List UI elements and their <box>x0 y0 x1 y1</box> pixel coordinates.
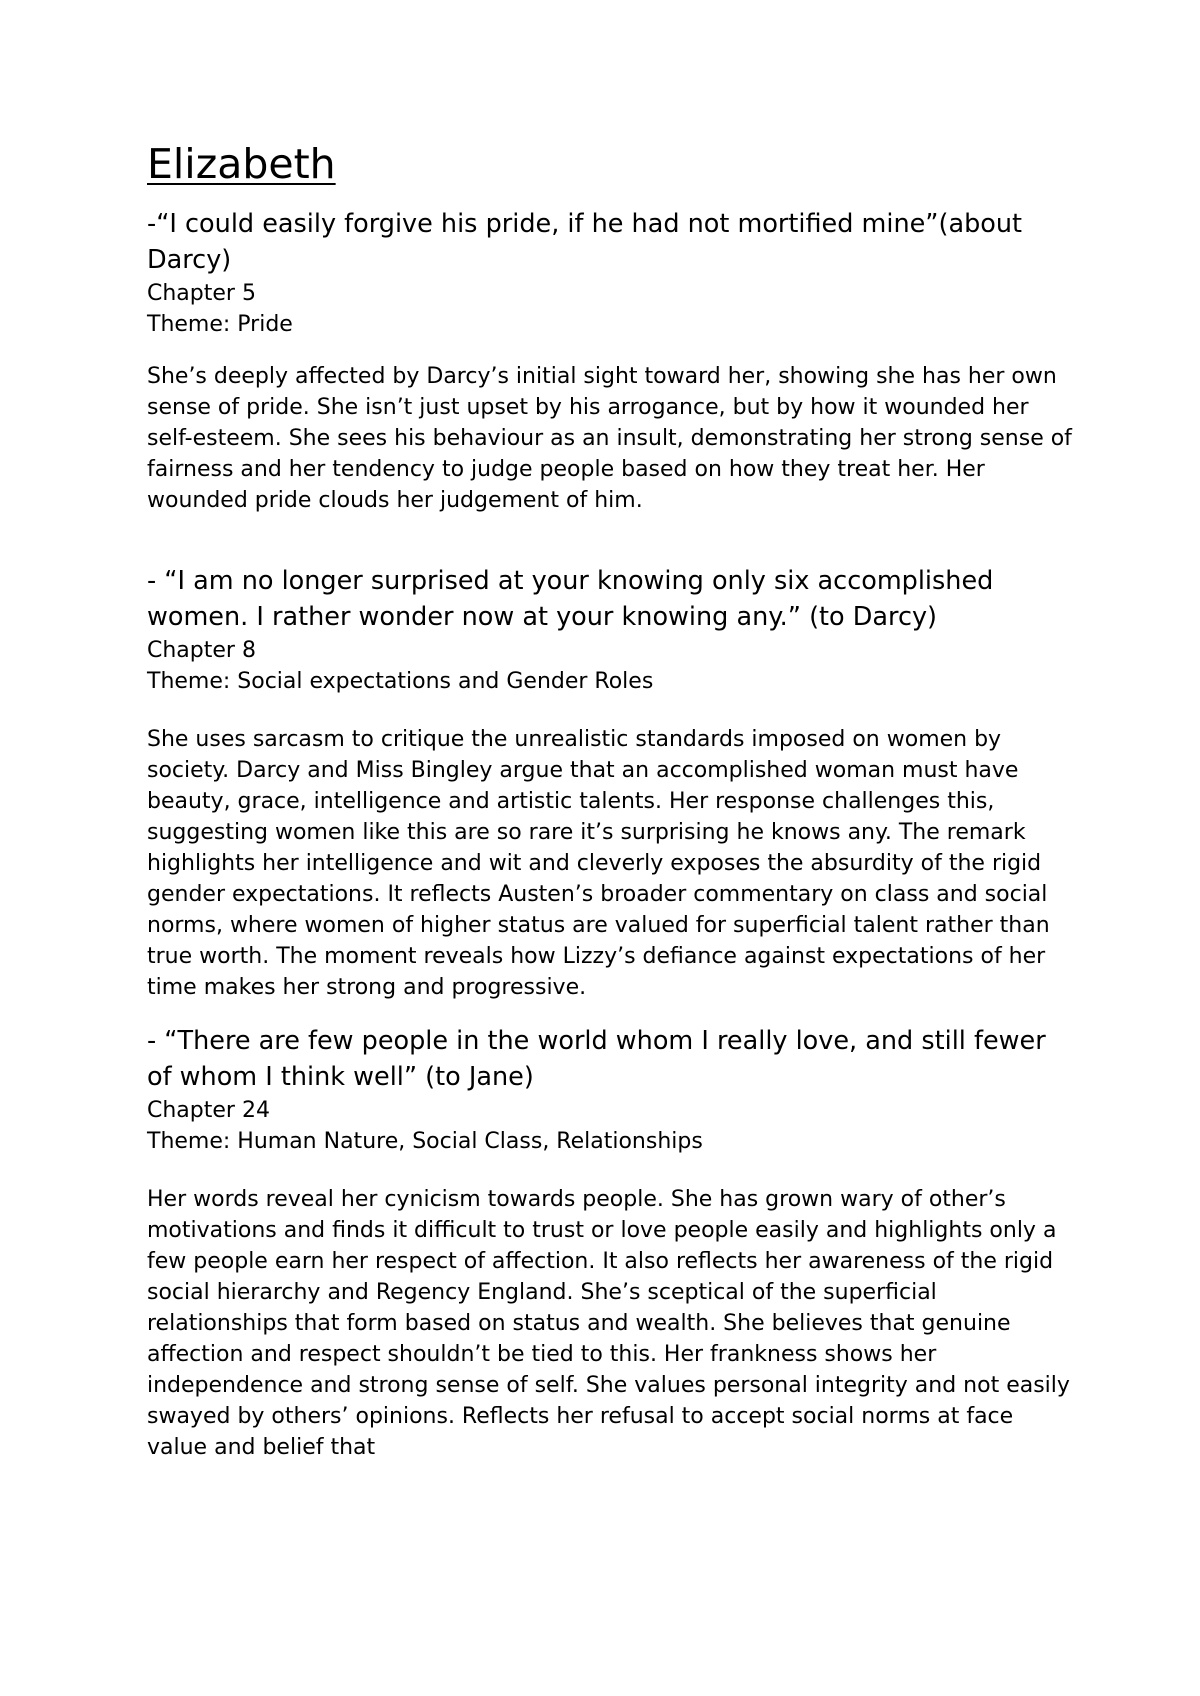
chapter-label: Chapter 8 <box>147 638 256 663</box>
quote-text: -“I could easily forgive his pride, if he had not mortified mine”(about Darcy) <box>147 209 1023 275</box>
page-title: Elizabeth <box>147 140 336 188</box>
quote-entry <box>147 563 1077 1003</box>
theme-label: Theme: Social expectations and Gender Roles <box>147 669 654 694</box>
quote-text: - “There are few people in the world whom I really love, and still fewer of whom I think well” (to Jane) <box>147 1026 1046 1092</box>
chapter-label: Chapter 24 <box>147 1098 270 1123</box>
theme-label: Theme: Human Nature, Social Class, Relationships <box>147 1129 703 1154</box>
theme-label: Theme: Pride <box>147 312 293 337</box>
analysis-paragraph: Her words reveal her cynicism towards people. She has grown wary of other’s motivations and finds it difficult to trust or love people easily and highlights only a few people earn her respect of affection. It also reflects her awareness of the rigid social hierarchy and Regency England. She’s sceptical of the superficial relationships that form based on status and wealth. She believes that genuine affection and respect shouldn’t be tied to this. Her frankness shows her independence and strong sense of self. She values personal integrity and not easily swayed by others’ opinions. Reflects her refusal to accept social norms at face value and belief that <box>147 1187 1070 1460</box>
analysis-paragraph: She uses sarcasm to critique the unrealistic standards imposed on women by society. Darcy and Miss Bingley argue that an accomplished woman must have beauty, grace, intelligence and artistic talents. Her response challenges this, suggesting women like this are so rare it’s surprising he knows any. The remark highlights her intelligence and wit and cleverly exposes the absurdity of the rigid gender expectations. It reflects Austen’s broader commentary on class and social norms, where women of higher status are valued for superficial talent rather than true worth. The moment reveals how Lizzy’s defiance against expectations of her time makes her strong and progressive. <box>147 727 1050 1000</box>
analysis-paragraph: She’s deeply affected by Darcy’s initial sight toward her, showing she has her own sense of pride. She isn’t just upset by his arrogance, but by how it wounded her self-esteem. She sees his behaviour as an insult, demonstrating her strong sense of fairness and her tendency to judge people based on how they treat her. Her wounded pride clouds her judgement of him. <box>147 364 1072 513</box>
quote-text: - “I am no longer surprised at your knowing only six accomplished women. I rather wonder now at your knowing any.” (to Darcy) <box>147 566 994 632</box>
quote-entry <box>147 1023 1077 1463</box>
quote-entry <box>147 206 1077 516</box>
document-page <box>147 140 1077 1463</box>
chapter-label: Chapter 5 <box>147 281 256 306</box>
